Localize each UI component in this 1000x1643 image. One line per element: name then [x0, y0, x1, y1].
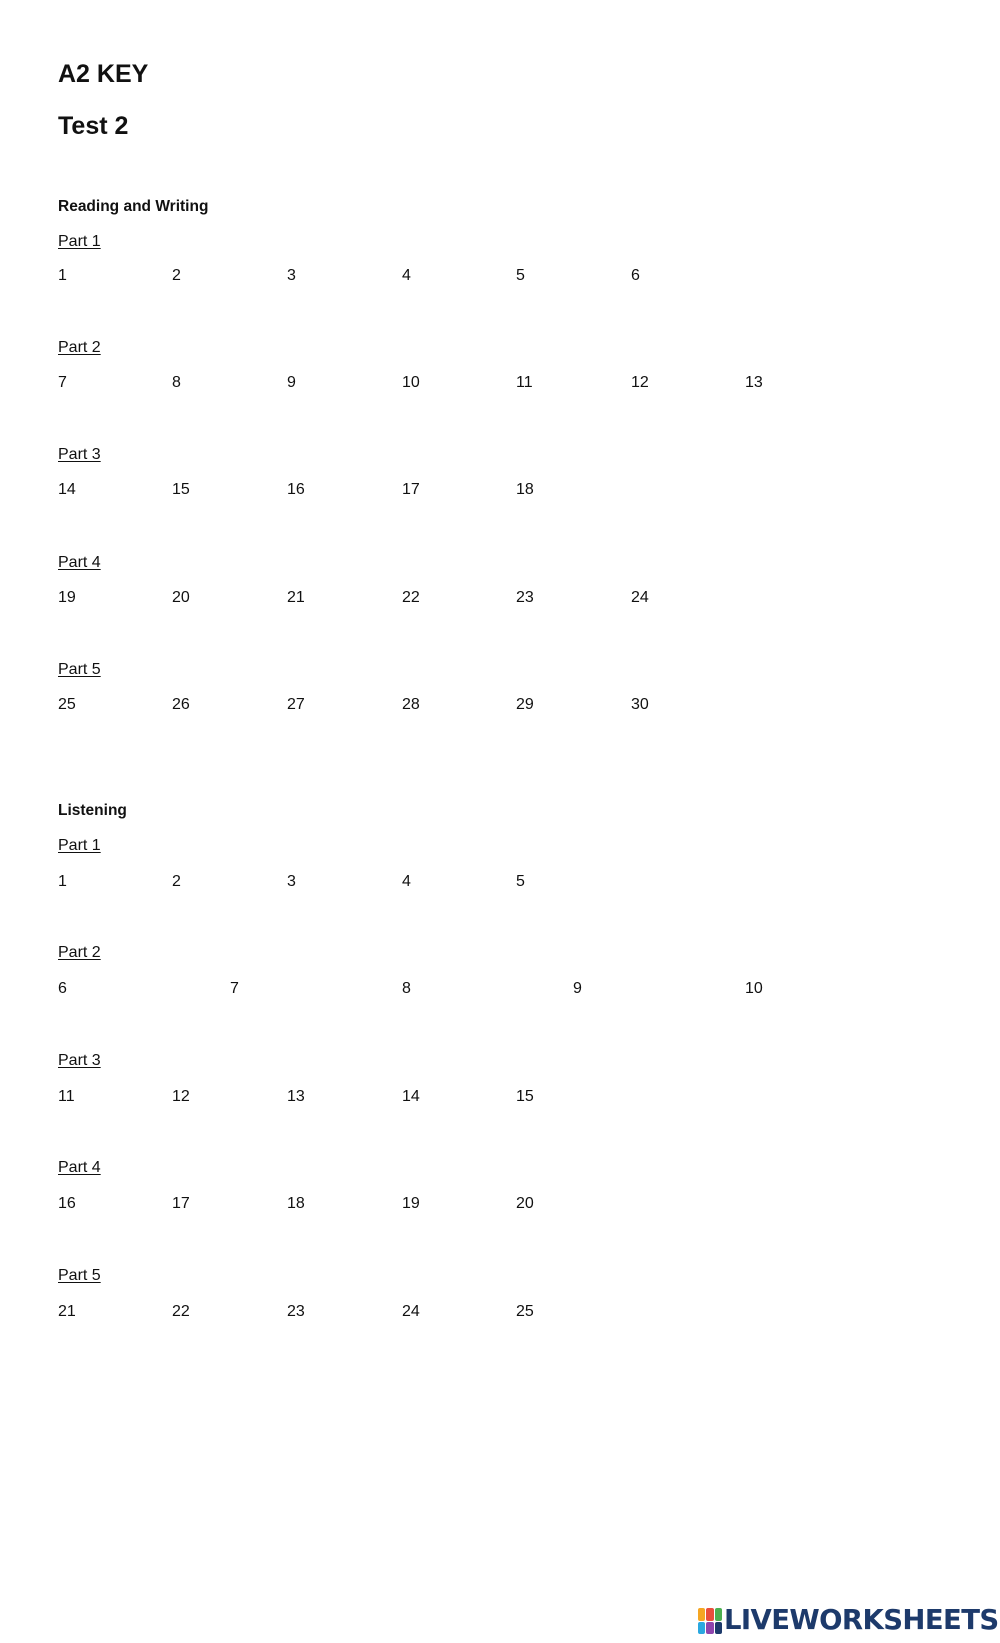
question-number: 10: [402, 374, 420, 391]
question-number: 11: [58, 1088, 75, 1105]
question-number: 6: [631, 267, 640, 284]
part-label: Part 3: [58, 1052, 101, 1069]
question-number: 12: [172, 1088, 190, 1105]
question-number: 24: [631, 589, 649, 606]
part-label: Part 5: [58, 1267, 101, 1284]
part-label: Part 5: [58, 661, 101, 678]
question-number: 14: [402, 1088, 420, 1105]
question-number: 14: [58, 481, 76, 498]
question-number: 21: [287, 589, 305, 606]
question-number: 19: [402, 1195, 420, 1212]
question-number: 17: [172, 1195, 190, 1212]
question-number: 9: [573, 980, 582, 997]
question-number: 12: [631, 374, 649, 391]
question-number: 23: [516, 589, 534, 606]
logo-tile: [706, 1608, 713, 1621]
question-number: 2: [172, 873, 181, 890]
section-heading-reading-writing: Reading and Writing: [58, 198, 209, 215]
section-heading-listening: Listening: [58, 802, 127, 819]
question-number: 23: [287, 1303, 305, 1320]
part-label: Part 4: [58, 1159, 101, 1176]
logo-tile: [715, 1622, 722, 1635]
question-number: 25: [516, 1303, 534, 1320]
question-number: 25: [58, 696, 76, 713]
question-number: 30: [631, 696, 649, 713]
question-number: 22: [402, 589, 420, 606]
question-number: 7: [58, 374, 67, 391]
question-number: 21: [58, 1303, 76, 1320]
question-number: 5: [516, 873, 525, 890]
question-number: 16: [287, 481, 305, 498]
question-number: 1: [58, 873, 67, 890]
question-number: 29: [516, 696, 534, 713]
logo-tile: [715, 1608, 722, 1621]
question-number: 11: [516, 374, 533, 391]
question-number: 19: [58, 589, 76, 606]
question-number: 7: [230, 980, 239, 997]
part-label: Part 1: [58, 837, 101, 854]
logo-text: LIVEWORKSHEETS: [724, 1604, 999, 1637]
question-number: 22: [172, 1303, 190, 1320]
page-title: A2 KEY: [58, 60, 149, 88]
question-number: 3: [287, 267, 296, 284]
part-label: Part 1: [58, 233, 101, 250]
question-number: 20: [516, 1195, 534, 1212]
question-number: 5: [516, 267, 525, 284]
logo-tile: [706, 1622, 713, 1635]
part-label: Part 3: [58, 446, 101, 463]
question-number: 1: [58, 267, 67, 284]
liveworksheets-logo-icon: [698, 1608, 722, 1634]
part-label: Part 2: [58, 944, 101, 961]
question-number: 27: [287, 696, 305, 713]
logo-tile: [698, 1622, 705, 1635]
question-number: 9: [287, 374, 296, 391]
question-number: 28: [402, 696, 420, 713]
question-number: 24: [402, 1303, 420, 1320]
question-number: 4: [402, 267, 411, 284]
question-number: 8: [402, 980, 411, 997]
question-number: 3: [287, 873, 296, 890]
question-number: 18: [516, 481, 534, 498]
question-number: 8: [172, 374, 181, 391]
question-number: 15: [516, 1088, 534, 1105]
part-label: Part 4: [58, 554, 101, 571]
question-number: 13: [287, 1088, 305, 1105]
question-number: 15: [172, 481, 190, 498]
question-number: 16: [58, 1195, 76, 1212]
question-number: 26: [172, 696, 190, 713]
question-number: 17: [402, 481, 420, 498]
logo-tile: [698, 1608, 705, 1621]
question-number: 20: [172, 589, 190, 606]
question-number: 10: [745, 980, 763, 997]
question-number: 13: [745, 374, 763, 391]
question-number: 2: [172, 267, 181, 284]
question-number: 4: [402, 873, 411, 890]
page-subtitle: Test 2: [58, 112, 129, 140]
question-number: 18: [287, 1195, 305, 1212]
question-number: 6: [58, 980, 67, 997]
liveworksheets-logo[interactable]: [698, 1606, 999, 1636]
part-label: Part 2: [58, 339, 101, 356]
